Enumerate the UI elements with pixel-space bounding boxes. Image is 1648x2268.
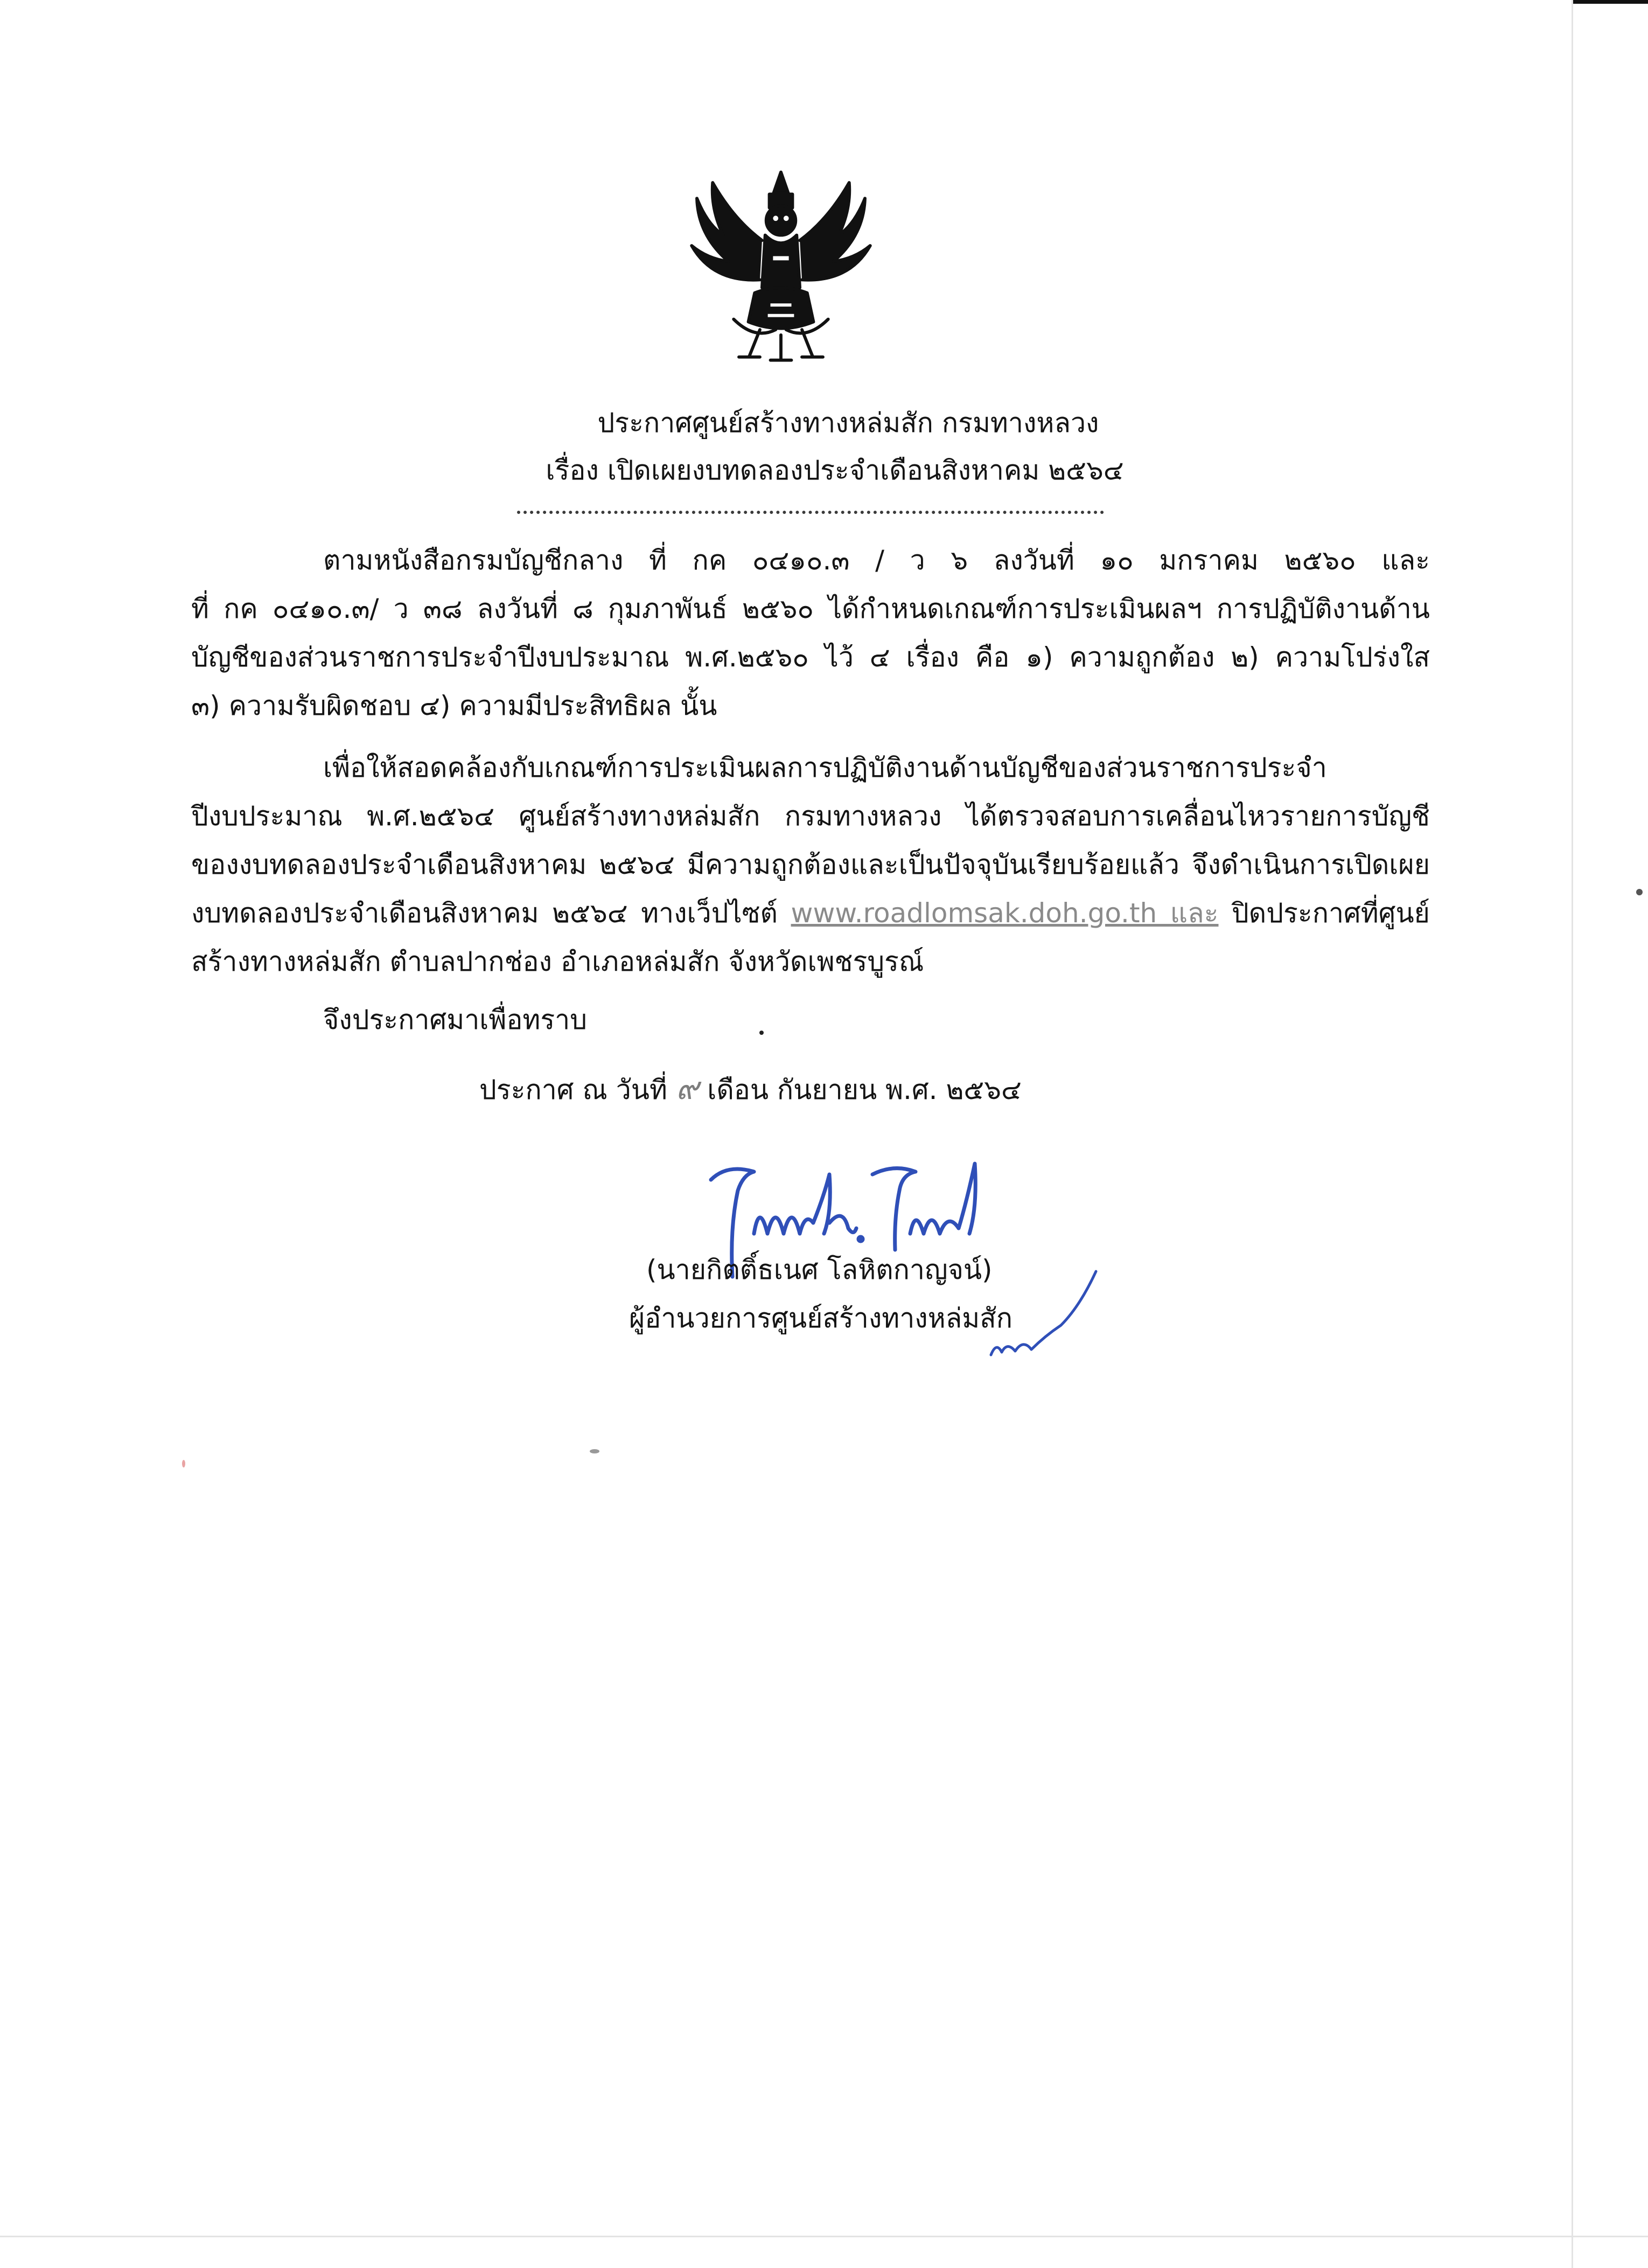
scan-speck — [590, 1449, 599, 1453]
paragraph-1-line: ตามหนังสือกรมบัญชีกลาง ที่ กค ๐๔๑๐.๓ / ว ๖ ลงวันที่ ๑๐ มกราคม ๒๕๖๐ และ — [323, 545, 1430, 576]
closing-line: จึงประกาศมาเพื่อทราบ — [323, 1004, 587, 1035]
date-prefix: ประกาศ ณ วันที่ — [479, 1074, 667, 1105]
paragraph-2-line: สร้างทางหล่มสัก ตำบลปากช่อง อำเภอหล่มสัก จังหวัดเพชรบูรณ์ — [191, 946, 924, 977]
scan-speck — [182, 1460, 185, 1467]
paragraph-2-text: งบทดลองประจำเดือนสิงหาคม ๒๕๖๔ ทางเว็ปไซต์ — [191, 898, 778, 929]
dotted-divider — [517, 511, 1104, 514]
paragraph-2-line: เพื่อให้สอดคล้องกับเกณฑ์การประเมินผลการปฏิบัติงานด้านบัญชีของส่วนราชการประจำ — [323, 752, 1327, 783]
announcement-subject: เรื่อง เปิดเผยงบทดลองประจำเดือนสิงหาคม ๒๕๖๔ — [546, 455, 1124, 486]
announcement-title: ประกาศศูนย์สร้างทางหล่มสัก กรมทางหลวง — [597, 407, 1099, 439]
scan-corner-mark — [1573, 0, 1648, 4]
paragraph-1-line: บัญชีของส่วนราชการประจำปีงบประมาณ พ.ศ.๒๕๖๐ ไว้ ๔ เรื่อง คือ ๑) ความถูกต้อง ๒) ความโปร่งใส — [191, 642, 1430, 673]
paragraph-2-line — [191, 894, 1430, 932]
paragraph-2-line: ของงบทดลองประจำเดือนสิงหาคม ๒๕๖๔ มีความถูกต้องและเป็นปัจจุบันเรียบร้อยแล้ว จึงดำเนินการเปิดเผย — [191, 849, 1430, 880]
handwritten-initial — [986, 1261, 1104, 1368]
handwritten-day: ๙ — [675, 1070, 699, 1107]
scan-edge-bottom — [0, 2236, 1648, 2237]
announcement-date — [479, 1069, 1022, 1109]
paragraph-1-line: ๓) ความรับผิดชอบ ๔) ความมีประสิทธิผล นั้น — [191, 690, 717, 721]
paragraph-1-line: ที่ กค ๐๔๑๐.๓/ ว ๓๘ ลงวันที่ ๘ กุมภาพันธ์ ๒๕๖๐ ได้กำหนดเกณฑ์การประเมินผลฯ การปฏิบัติงานด้าน — [191, 593, 1430, 624]
date-suffix: เดือน กันยายน พ.ศ. ๒๕๖๔ — [707, 1074, 1022, 1105]
scan-edge — [1572, 0, 1573, 2268]
scan-speck — [1636, 889, 1643, 895]
website-link[interactable]: www.roadlomsak.doh.go.th และ — [791, 898, 1219, 929]
scan-speck — [759, 1031, 764, 1035]
paragraph-2-line: ปีงบประมาณ พ.ศ.๒๕๖๔ ศูนย์สร้างทางหล่มสัก กรมทางหลวง ได้ตรวจสอบการเคลื่อนไหวรายการบัญชี — [191, 801, 1430, 832]
garuda-emblem-icon — [676, 162, 886, 372]
signatory-name: (นายกิตติ์ธเนศ โลหิตกาญจน์) — [646, 1254, 993, 1285]
signatory-title: ผู้อำนวยการศูนย์สร้างทางหล่มสัก — [629, 1303, 1013, 1334]
paragraph-2-text: ปิดประกาศที่ศูนย์ — [1232, 898, 1430, 929]
